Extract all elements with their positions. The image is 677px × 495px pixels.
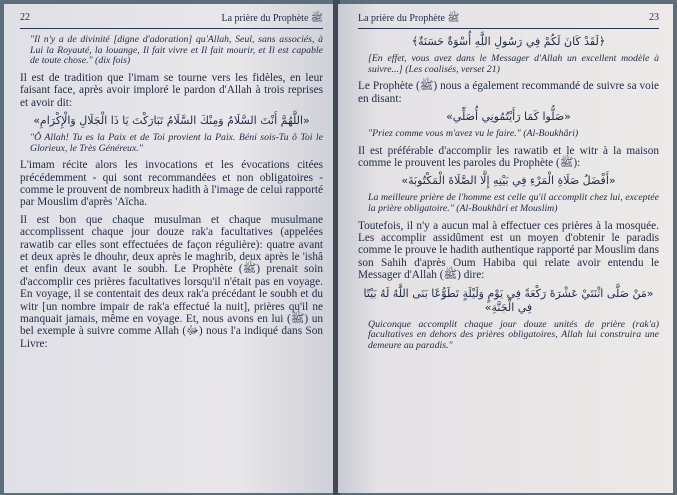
quote-paragraph: "Priez comme vous m'avez vu le faire." (Al-Boukhâri) [368, 128, 579, 139]
arabic-hadith: «صَلُّوا كَمَا رَأَيْتُمُونِي أُصَلِّي» [446, 110, 571, 123]
left-page [4, 4, 335, 493]
arabic-invocation: «اللَّهُمَّ أَنْتَ السَّلَامُ وَمِنْكَ السَّلَامُ تَبَارَكْتَ يَا ذَا الْجَلَالِ وَالْإِكْرَامِ» [33, 114, 310, 127]
arabic-verse: ﴿لَقَدْ كَانَ لَكُمْ فِي رَسُولِ اللَّهِ أُسْوَةٌ حَسَنَةٌ﴾ [411, 35, 606, 48]
page-number: 22 [20, 12, 30, 23]
page-header [20, 12, 323, 29]
quote-paragraph: "Ô Allah! Tu es la Paix et de Toi provient la Paix. Béni sois-Tu ô Toi le Glorieux, le Très Généreux." [30, 132, 323, 154]
running-title: La prière du Prophète ﷺ [358, 13, 460, 24]
body-paragraph: Il est de tradition que l'imam se tourne vers les fidèles, en leur faisant face, après avoir imploré le pardon d'Allah à trois reprises et avoir dit: [20, 71, 323, 109]
quote-paragraph: "Il n'y a de divinité [digne d'adoration] qu'Allah, Seul, sans associés, à Lui la Royauté, la louange, Il fait vivre et Il fait mourir, et Il est capable de toute chose." (dix fois) [30, 34, 323, 67]
quote-paragraph: [En effet, vous avez dans le Messager d'Allah un excellent modèle à suivre...] (Les coalisés, verset 21) [368, 53, 659, 75]
page-header [358, 12, 659, 29]
body-paragraph: Il est préférable d'accomplir les rawatib et le witr à la maison comme le prouvent les paroles du Prophète (ﷺ): [358, 144, 659, 169]
running-title: La prière du Prophète ﷺ [221, 13, 323, 24]
body-paragraph: L'imam récite alors les invocations et les évocations citées précédemment - qui sont recommandées et non obligatoires - comme le prouvent de nombreux hadith à l'image de celui rapporté par Mouslim d'après 'Aïcha. [20, 159, 323, 209]
body-paragraph: Le Prophète (ﷺ) nous a également recommandé de suivre sa voie en disant: [358, 80, 659, 105]
body-paragraph: Toutefois, il n'y a aucun mal à effectuer ces prières à la mosquée. Les accomplir assidûment est un moyen d'obtenir le paradis comme le prouve le hadith authentique rapporté par Mouslim dans son Sahih d'après Oum Habiba qui relate avoir entendu le Messager d'Allah (ﷺ) dire: [358, 219, 659, 282]
quote-paragraph: La meilleure prière de l'homme est celle qu'il accomplit chez lui, exceptée la prière obligatoire." (Al-Boukhâri et Mouslim) [368, 192, 659, 214]
arabic-hadith: «مَنْ صَلَّى اثْنَتَيْ عَشْرَةَ رَكْعَةً فِي يَوْمٍ وَلَيْلَةٍ تَطَوُّعًا بَنَى اللَّهُ لَهُ بَيْتًا فِي الْجَنَّةِ» [363, 286, 654, 314]
page-number: 23 [649, 12, 659, 23]
quote-paragraph: Quiconque accomplit chaque jour douze unités de prière (rak'a) facultatives en dehors des prières obligatoires, Allah lui construira une demeure au paradis." [368, 318, 659, 351]
right-page [338, 4, 673, 493]
arabic-hadith: «أَفْضَلُ صَلَاةِ الْمَرْءِ فِي بَيْتِهِ إِلَّا الصَّلَاةَ الْمَكْتُوبَةَ» [401, 174, 616, 188]
body-paragraph: Il est bon que chaque musulman et chaque musulmane accomplissent chaque jour douze rak'a facultatives (appelées rawatib car elles sont effectuées de façon régulière): quatre avant et deux après le dhouhr, deux après le maghrib, deux après le 'ishâ et enfin deux avant le soubh. Le Prophète (ﷺ) prenait soin d'accomplir ces prières facultatives lorsqu'il n'était pas en voyage. En voyage, il se contentait des deux rak'a précédant le soubh et du witr [un nombre impair de rak'a effectué la nuit], prières qu'il ne manquait jamais, même en voyage. Et, nous avons en lui (ﷺ) un bel exemple à suivre comme Allah (ﷻ) nous l'a indiqué dans Son Livre: [20, 213, 323, 350]
